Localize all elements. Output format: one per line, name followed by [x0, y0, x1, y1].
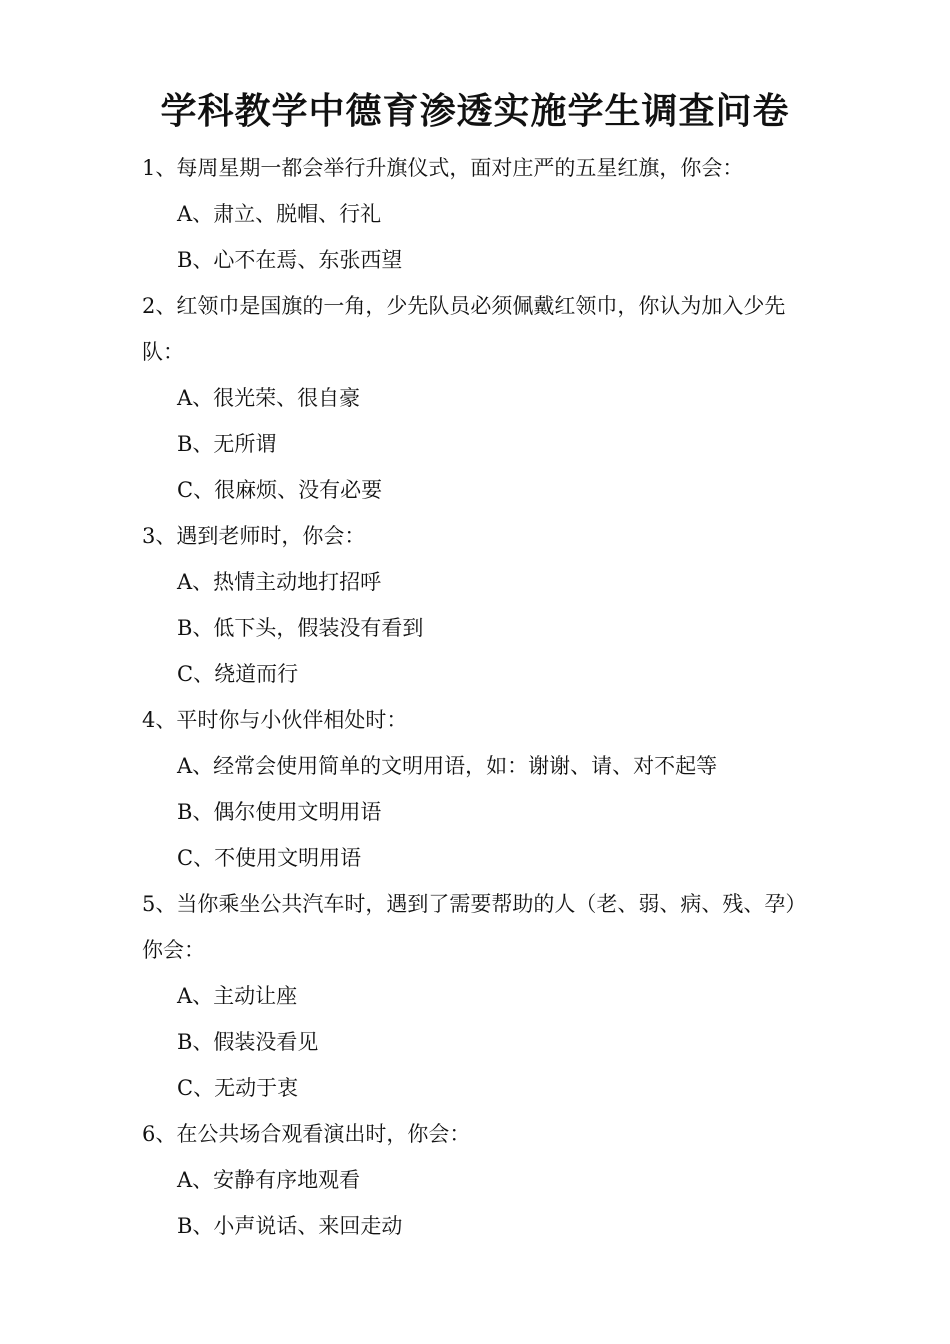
- question-5-option-a: A、主动让座: [177, 984, 298, 1008]
- questionnaire-body: [142, 145, 812, 1249]
- question-3-option-a: A、热情主动地打招呼: [177, 570, 382, 594]
- question-6: 6、在公共场合观看演出时，你会：: [142, 1122, 471, 1146]
- question-2: 2、红领巾是国旗的一角，少先队员必须佩戴红领巾，你认为加入少先队：: [142, 294, 786, 364]
- question-4-option-c: C、不使用文明用语: [177, 846, 362, 870]
- question-2-option-b: B、无所谓: [177, 432, 277, 456]
- question-3: 3、遇到老师时，你会：: [142, 524, 366, 548]
- question-6-option-a: A、安静有序地观看: [177, 1168, 361, 1192]
- question-1-option-a: A、肃立、脱帽、行礼: [177, 202, 382, 226]
- question-5-option-b: B、假装没看见: [177, 1030, 319, 1054]
- question-1-option-b: B、心不在焉、东张西望: [177, 248, 403, 272]
- question-5: 5、当你乘坐公共汽车时，遇到了需要帮助的人（老、弱、病、残、孕）你会：: [142, 892, 807, 962]
- question-4-option-b: B、偶尔使用文明用语: [177, 800, 382, 824]
- question-6-option-b: B、小声说话、来回走动: [177, 1214, 403, 1238]
- question-4-option-a: A、经常会使用简单的文明用语，如：谢谢、请、对不起等: [177, 754, 718, 778]
- question-5-option-c: C、无动于衷: [177, 1076, 299, 1100]
- question-1: 1、每周星期一都会举行升旗仪式，面对庄严的五星红旗，你会：: [142, 156, 744, 180]
- question-3-option-c: C、绕道而行: [177, 662, 299, 686]
- question-2-option-c: C、很麻烦、没有必要: [177, 478, 383, 502]
- document-title: 学科教学中德育渗透实施学生调查问卷: [160, 91, 790, 132]
- question-2-option-a: A、很光荣、很自豪: [177, 386, 361, 410]
- question-4: 4、平时你与小伙伴相处时：: [142, 708, 408, 732]
- question-3-option-b: B、低下头，假装没有看到: [177, 616, 424, 640]
